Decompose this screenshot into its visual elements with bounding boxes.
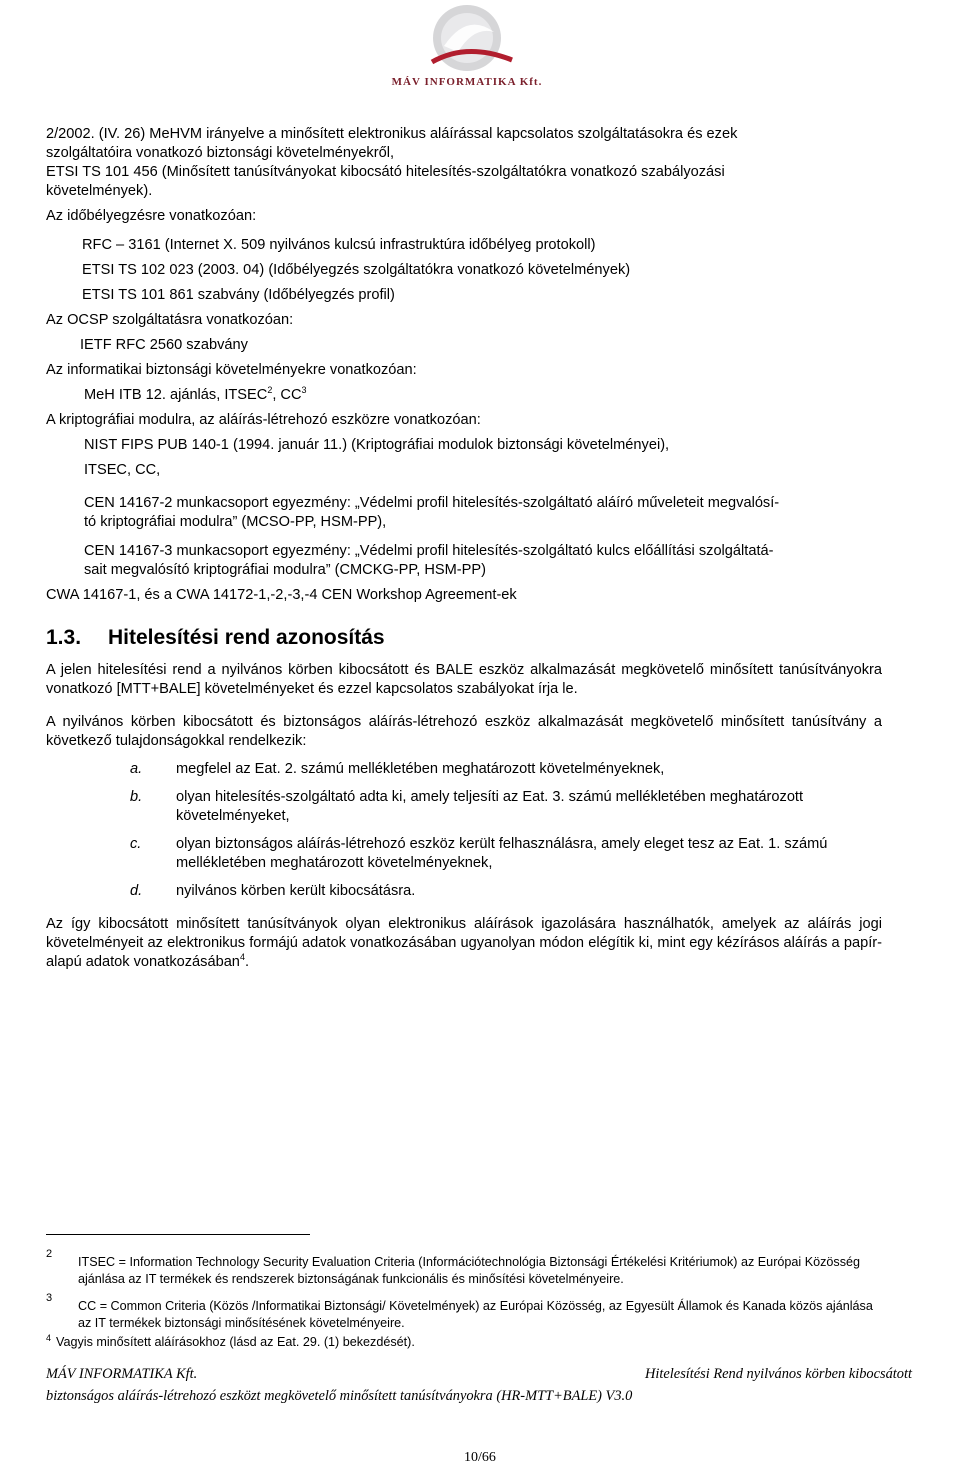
footnote-text: CC = Common Criteria (Közös /Informatikai Biztonsági/ Követelmények) az Európai Közösség, az Egyesült Államok és Kanada közös ajánlása az IT termékek biztonsági minősítésének követelményeire.: [78, 1299, 873, 1330]
text-line: NIST FIPS PUB 140-1 (1994. január 11.) (Kriptográfiai modulok biztonsági követelményei),: [84, 437, 670, 453]
section-heading: [46, 625, 882, 651]
list-text: nyilvános körben került kibocsátásra.: [176, 883, 416, 899]
section-number: 1.3.: [46, 626, 82, 649]
text-span: MeH ITB 12. ajánlás, ITSEC: [84, 387, 268, 403]
text-span: .: [244, 954, 250, 970]
footer-doc-title: Hitelesítési Rend nyilvános körben kibocsátott: [645, 1366, 912, 1382]
footnote: [46, 1292, 882, 1332]
text-line: Az informatikai biztonsági követelményekre vonatkozóan:: [46, 362, 417, 378]
list-text: olyan hitelesítés-szolgáltató adta ki, amely teljesíti az Eat. 3. számú mellékletében meghatározott követelményeket,: [176, 789, 804, 824]
footer-company: MÁV INFORMATIKA Kft.: [46, 1366, 198, 1382]
paragraph: [46, 915, 882, 972]
text-line: tó kriptográfiai modulra” (MCSO-PP, HSM-PP),: [84, 514, 387, 530]
text-line: ITSEC, CC,: [84, 462, 161, 478]
list-letter: b.: [130, 789, 143, 805]
list-letter: d.: [130, 883, 143, 899]
footnote-ref: 3: [301, 385, 307, 395]
text-line: CEN 14167-2 munkacsoport egyezmény: „Védelmi profil hitelesítés-szolgáltató aláíró műveleteit megvalósí-: [84, 495, 780, 511]
footnotes: [46, 1240, 882, 1351]
footer-doc-subtitle: biztonságos aláírás-létrehozó eszközt megkövetelő minősített tanúsítványokra (HR-MTT+BALE) V3.0: [46, 1388, 633, 1404]
page-footer: [46, 1363, 912, 1407]
text-line: RFC – 3161 (Internet X. 509 nyilvános kulcsú infrastruktúra időbélyeg protokoll): [82, 237, 596, 253]
list-item: [46, 835, 882, 873]
footnote-mark: 2: [46, 1248, 53, 1260]
footnote: [46, 1248, 882, 1288]
footnote: [46, 1334, 882, 1351]
text-line: CWA 14167-1, és a CWA 14172-1,-2,-3,-4 CEN Workshop Agreement-ek: [46, 587, 517, 603]
text-line: sait megvalósító kriptográfiai modulra” (CMCKG-PP, HSM-PP): [84, 562, 486, 578]
footnote-ref: 4: [239, 952, 245, 962]
paragraph: A jelen hitelesítési rend a nyilvános körben kibocsátott és BALE eszköz alkalmazását megkövetelő minősített tanúsítványokra vonatkozó [MTT+BALE] követelményeket és ezzel kapcsolatos szabályokat írja le.: [46, 662, 882, 697]
text-span: , CC: [272, 387, 302, 403]
list-letter: a.: [130, 761, 143, 777]
footnote-text: Vagyis minősített aláírásokhoz (lásd az Eat. 29. (1) bekezdését).: [56, 1335, 415, 1349]
text-line: CEN 14167-3 munkacsoport egyezmény: „Védelmi profil hitelesítés-szolgáltató kulcs előállítási szolgáltatá-: [84, 543, 774, 559]
list-text: olyan biztonságos aláírás-létrehozó eszköz került felhasználásra, amely eleget tesz az Eat. 1. számú mellékletében meghatározott követelményeknek,: [176, 836, 828, 871]
text-line: IETF RFC 2560 szabvány: [80, 337, 248, 353]
text-line: ETSI TS 101 861 szabvány (Időbélyegzés profil): [82, 287, 395, 303]
document-body: [46, 125, 882, 972]
text-line: Az OCSP szolgáltatásra vonatkozóan:: [46, 312, 294, 328]
text-line: ETSI TS 101 456 (Minősített tanúsítványokat kibocsátó hitelesítés-szolgáltatókra vonatkozó szabályozási: [46, 164, 725, 180]
paragraph: A nyilvános körben kibocsátott és biztonságos aláírás-létrehozó eszköz alkalmazását megkövetelő minősített tanúsítvány a következő tulajdonságokkal rendelkezik:: [46, 714, 882, 749]
logo-text: MÁV INFORMATIKA Kft.: [391, 76, 543, 88]
logo-graphic-icon: [362, 2, 572, 76]
page-number: 10/66: [464, 1450, 496, 1465]
text-line: követelmények).: [46, 183, 153, 199]
text-line: ETSI TS 102 023 (2003. 04) (Időbélyegzés szolgáltatókra vonatkozó követelmények): [82, 262, 631, 278]
footnote-mark: 4: [46, 1333, 52, 1343]
footer-row: [46, 1363, 912, 1385]
list-item: [46, 882, 882, 901]
text-span: Az így kibocsátott minősített tanúsítványok olyan elektronikus aláírások igazolására használhatók, amelyek az aláírás jogi követelményeit az elektronikus formájú adatok vonatkozásában ugyanolyan módon elégítik ki, mint egy kézírásos aláírás a papír-alapú adatok vonatkozásában: [46, 916, 882, 970]
list-item: [46, 788, 882, 826]
list-letter: c.: [130, 836, 142, 852]
list-text: megfelel az Eat. 2. számú mellékletében meghatározott követelményeknek,: [176, 761, 665, 777]
property-list: [46, 760, 882, 901]
text-line: [46, 386, 882, 405]
text-line: szolgáltatóira vonatkozó biztonsági követelményekről,: [46, 145, 395, 161]
footnote-text: ITSEC = Information Technology Security Evaluation Criteria (Információtechnológia Biztonsági Értékelési Kritériumok) az Európai Közösség ajánlása az IT termékek és rendszerek biztonságának funkcionális és minősítési követelményeire.: [78, 1255, 860, 1286]
list-item: [46, 760, 882, 779]
footnote-mark: 3: [46, 1292, 53, 1304]
footnote-divider: [46, 1234, 310, 1235]
text-line: 2/2002. (IV. 26) MeHVM irányelve a minősített elektronikus aláírással kapcsolatos szolgáltatásokra és ezek: [46, 126, 738, 142]
text-line: Az időbélyegzésre vonatkozóan:: [46, 208, 257, 224]
company-logo: [362, 2, 572, 94]
text-line: A kriptográfiai modulra, az aláírás-létrehozó eszközre vonatkozóan:: [46, 412, 481, 428]
footnote-ref: 2: [267, 385, 273, 395]
section-title: Hitelesítési rend azonosítás: [108, 626, 385, 649]
